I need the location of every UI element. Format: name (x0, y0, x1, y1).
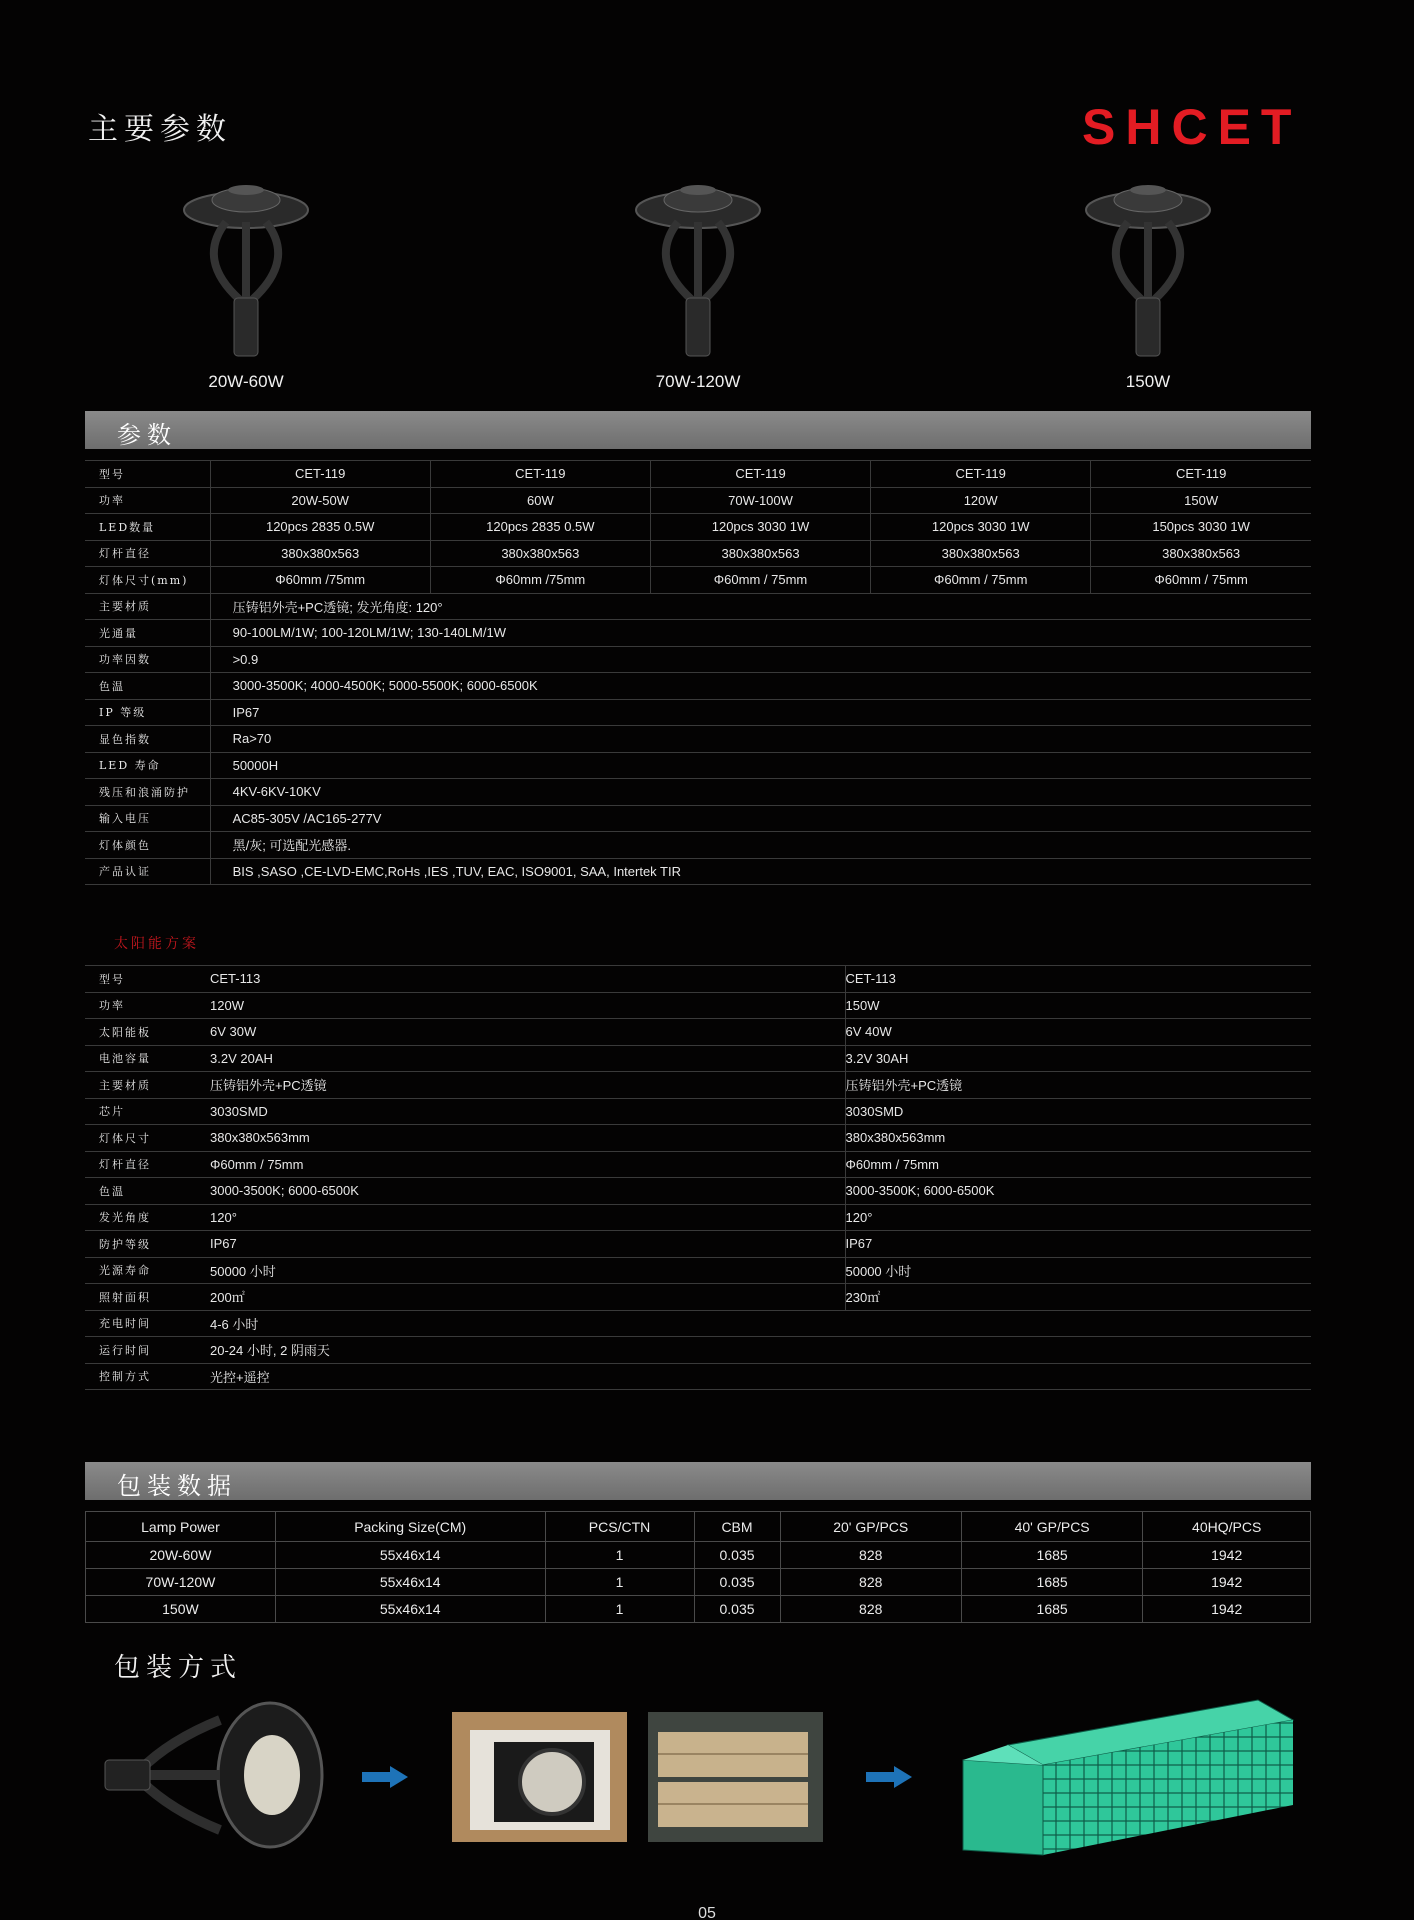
row-label: 型号 (85, 966, 210, 993)
row-label: 灯杆直径 (85, 1151, 210, 1178)
row-label: 灯体颜色 (85, 832, 210, 859)
table-row (85, 1204, 1311, 1231)
table-cell: 150pcs 3030 1W (1091, 514, 1311, 541)
table-row (85, 1151, 1311, 1178)
table-cell: 120W (871, 487, 1091, 514)
table-cell: 3000-3500K; 6000-6500K (210, 1178, 845, 1205)
table-cell: CET-113 (210, 966, 845, 993)
table-cell: 60W (430, 487, 650, 514)
table-row (85, 805, 1311, 832)
row-label: 灯杆直径 (85, 540, 210, 567)
row-label: IP 等级 (85, 699, 210, 726)
solar-table (85, 965, 1311, 1390)
table-cell: 1 (545, 1596, 694, 1623)
table-cell: Φ60mm / 75mm (871, 567, 1091, 594)
spec-section-bar (85, 411, 1311, 449)
table-cell: 1685 (961, 1542, 1142, 1569)
column-header: Packing Size(CM) (275, 1512, 545, 1542)
table-cell: 4KV-6KV-10KV (210, 779, 1311, 806)
row-label: 光通量 (85, 620, 210, 647)
product-label-2: 70W-120W (655, 372, 741, 391)
packing-table (85, 1511, 1311, 1623)
table-cell: 380x380x563 (650, 540, 870, 567)
table-cell: 120pcs 2835 0.5W (430, 514, 650, 541)
lamp-side-image (100, 1700, 330, 1850)
table-row (85, 1257, 1311, 1284)
row-label: 芯片 (85, 1098, 210, 1125)
row-label: 功率 (85, 992, 210, 1019)
table-cell: 230㎡ (845, 1284, 1311, 1311)
table-cell: 6V 30W (210, 1019, 845, 1046)
spec-section-title: 参数 (117, 421, 177, 449)
table-row (85, 461, 1311, 488)
table-cell: 120pcs 2835 0.5W (210, 514, 430, 541)
table-row (85, 1019, 1311, 1046)
row-label: 显色指数 (85, 726, 210, 753)
table-cell: Φ60mm / 75mm (210, 1151, 845, 1178)
table-cell: 380x380x563mm (210, 1125, 845, 1152)
brand-logo: SHCET (1082, 99, 1302, 155)
row-label: 运行时间 (85, 1337, 210, 1364)
column-header: CBM (694, 1512, 780, 1542)
table-cell: 50000H (210, 752, 1311, 779)
product-label-1: 20W-60W (208, 372, 284, 391)
table-cell: >0.9 (210, 646, 1311, 673)
table-cell: 380x380x563 (871, 540, 1091, 567)
table-cell: CET-119 (650, 461, 870, 488)
table-row (85, 1072, 1311, 1099)
table-row (85, 567, 1311, 594)
row-label: 主要材质 (85, 593, 210, 620)
row-label: 功率因数 (85, 646, 210, 673)
table-cell: 20W-60W (86, 1542, 276, 1569)
table-row (85, 858, 1311, 885)
table-row (85, 992, 1311, 1019)
arrow-right-icon (362, 1766, 408, 1788)
table-cell: 20W-50W (210, 487, 430, 514)
row-label: 色温 (85, 673, 210, 700)
table-cell: 50000 小时 (210, 1257, 845, 1284)
packing-section-title: 包装数据 (117, 1472, 237, 1500)
row-label: LED 寿命 (85, 752, 210, 779)
table-cell: 120pcs 3030 1W (871, 514, 1091, 541)
table-row (86, 1542, 1311, 1569)
table-cell: 90-100LM/1W; 100-120LM/1W; 130-140LM/1W (210, 620, 1311, 647)
table-cell: 黑/灰; 可选配光感器. (210, 832, 1311, 859)
spec-table (85, 460, 1311, 885)
table-cell: 55x46x14 (275, 1596, 545, 1623)
row-label: 防护等级 (85, 1231, 210, 1258)
table-row (85, 1363, 1311, 1390)
row-label: 控制方式 (85, 1363, 210, 1390)
row-label: 充电时间 (85, 1310, 210, 1337)
table-cell: 1 (545, 1542, 694, 1569)
table-cell: 55x46x14 (275, 1542, 545, 1569)
table-cell: 1942 (1143, 1596, 1311, 1623)
row-label: 灯体尺寸 (85, 1125, 210, 1152)
table-cell: Ra>70 (210, 726, 1311, 753)
row-label: LED数量 (85, 514, 210, 541)
table-row (85, 832, 1311, 859)
table-row (85, 752, 1311, 779)
table-cell: 1685 (961, 1569, 1142, 1596)
row-label: 型号 (85, 461, 210, 488)
table-cell: 120pcs 3030 1W (650, 514, 870, 541)
table-row (85, 1178, 1311, 1205)
lamp-image-1 (166, 170, 326, 370)
table-cell: 6V 40W (845, 1019, 1311, 1046)
table-row (85, 673, 1311, 700)
product-label-3: 150W (1125, 372, 1171, 391)
table-cell: AC85-305V /AC165-277V (210, 805, 1311, 832)
row-label: 照射面积 (85, 1284, 210, 1311)
table-cell: 压铸铝外壳+PC透镜 (210, 1072, 845, 1099)
table-cell: 3000-3500K; 6000-6500K (845, 1178, 1311, 1205)
table-cell: IP67 (845, 1231, 1311, 1258)
row-label: 灯体尺寸(mm) (85, 567, 210, 594)
packing-section-bar (85, 1462, 1311, 1500)
table-cell: 55x46x14 (275, 1569, 545, 1596)
page-title: 主要参数 (88, 112, 232, 147)
column-header: 40HQ/PCS (1143, 1512, 1311, 1542)
table-row (85, 966, 1311, 993)
table-cell: 4-6 小时 (210, 1310, 1311, 1337)
table-cell: 380x380x563 (210, 540, 430, 567)
row-label: 输入电压 (85, 805, 210, 832)
table-cell: CET-113 (845, 966, 1311, 993)
table-cell: 1942 (1143, 1569, 1311, 1596)
table-cell: Φ60mm / 75mm (1091, 567, 1311, 594)
table-cell: CET-119 (210, 461, 430, 488)
table-cell: CET-119 (1091, 461, 1311, 488)
column-header: 40' GP/PCS (961, 1512, 1142, 1542)
table-cell: 120° (210, 1204, 845, 1231)
packing-method-title: 包装方式 (114, 1653, 243, 1683)
table-cell: 压铸铝外壳+PC透镜 (845, 1072, 1311, 1099)
table-row (86, 1569, 1311, 1596)
table-cell: 380x380x563 (1091, 540, 1311, 567)
table-cell: 150W (86, 1596, 276, 1623)
table-cell: 70W-100W (650, 487, 870, 514)
table-header-row (86, 1512, 1311, 1542)
row-label: 发光角度 (85, 1204, 210, 1231)
table-cell: IP67 (210, 699, 1311, 726)
table-row (86, 1596, 1311, 1623)
table-row (85, 540, 1311, 567)
table-row (85, 1310, 1311, 1337)
table-cell: 150W (1091, 487, 1311, 514)
table-row (85, 514, 1311, 541)
row-label: 色温 (85, 1178, 210, 1205)
row-label: 电池容量 (85, 1045, 210, 1072)
table-row (85, 779, 1311, 806)
table-cell: Φ60mm / 75mm (650, 567, 870, 594)
table-row (85, 699, 1311, 726)
table-row (85, 726, 1311, 753)
table-cell: 3030SMD (210, 1098, 845, 1125)
table-cell: BIS ,SASO ,CE-LVD-EMC,RoHs ,IES ,TUV, EAC, ISO9001, SAA, Intertek TIR (210, 858, 1311, 885)
table-cell: 0.035 (694, 1569, 780, 1596)
row-label: 功率 (85, 487, 210, 514)
table-row (85, 1337, 1311, 1364)
table-cell: 70W-120W (86, 1569, 276, 1596)
table-row (85, 620, 1311, 647)
row-label: 主要材质 (85, 1072, 210, 1099)
table-cell: 1685 (961, 1596, 1142, 1623)
table-cell: CET-119 (430, 461, 650, 488)
row-label: 太阳能板 (85, 1019, 210, 1046)
table-cell: 20-24 小时, 2 阴雨天 (210, 1337, 1311, 1364)
table-cell: 光控+遥控 (210, 1363, 1311, 1390)
row-label: 残压和浪涌防护 (85, 779, 210, 806)
table-cell: Φ60mm / 75mm (845, 1151, 1311, 1178)
container-load-image (958, 1695, 1298, 1860)
row-label: 光源寿命 (85, 1257, 210, 1284)
table-cell: 3000-3500K; 4000-4500K; 5000-5500K; 6000-6500K (210, 673, 1311, 700)
lamp-image-2 (618, 170, 778, 370)
table-cell: Φ60mm /75mm (430, 567, 650, 594)
table-cell: 380x380x563 (430, 540, 650, 567)
table-cell: 1942 (1143, 1542, 1311, 1569)
table-cell: Φ60mm /75mm (210, 567, 430, 594)
column-header: PCS/CTN (545, 1512, 694, 1542)
table-row (85, 646, 1311, 673)
table-cell: 120° (845, 1204, 1311, 1231)
table-cell: 1 (545, 1569, 694, 1596)
table-row (85, 593, 1311, 620)
table-row (85, 1098, 1311, 1125)
table-cell: 120W (210, 992, 845, 1019)
stacked-boxes-image (648, 1712, 823, 1842)
table-row (85, 1231, 1311, 1258)
column-header: 20' GP/PCS (780, 1512, 961, 1542)
table-cell: 50000 小时 (845, 1257, 1311, 1284)
table-cell: 0.035 (694, 1596, 780, 1623)
table-cell: 压铸铝外壳+PC透镜; 发光角度: 120° (210, 593, 1311, 620)
table-cell: CET-119 (871, 461, 1091, 488)
table-cell: 828 (780, 1569, 961, 1596)
table-row (85, 1045, 1311, 1072)
table-cell: 828 (780, 1542, 961, 1569)
arrow-right-icon (866, 1766, 912, 1788)
table-cell: 380x380x563mm (845, 1125, 1311, 1152)
open-box-image (452, 1712, 627, 1842)
row-label: 产品认证 (85, 858, 210, 885)
table-cell: 0.035 (694, 1542, 780, 1569)
column-header: Lamp Power (86, 1512, 276, 1542)
table-cell: 200㎡ (210, 1284, 845, 1311)
table-row (85, 1284, 1311, 1311)
table-cell: 150W (845, 992, 1311, 1019)
page-number: 05 (698, 1905, 716, 1920)
table-row (85, 487, 1311, 514)
table-cell: 3.2V 20AH (210, 1045, 845, 1072)
table-cell: 3030SMD (845, 1098, 1311, 1125)
lamp-image-3 (1068, 170, 1228, 370)
table-cell: 828 (780, 1596, 961, 1623)
table-cell: 3.2V 30AH (845, 1045, 1311, 1072)
table-row (85, 1125, 1311, 1152)
table-cell: IP67 (210, 1231, 845, 1258)
solar-section-title: 太阳能方案 (114, 936, 199, 952)
